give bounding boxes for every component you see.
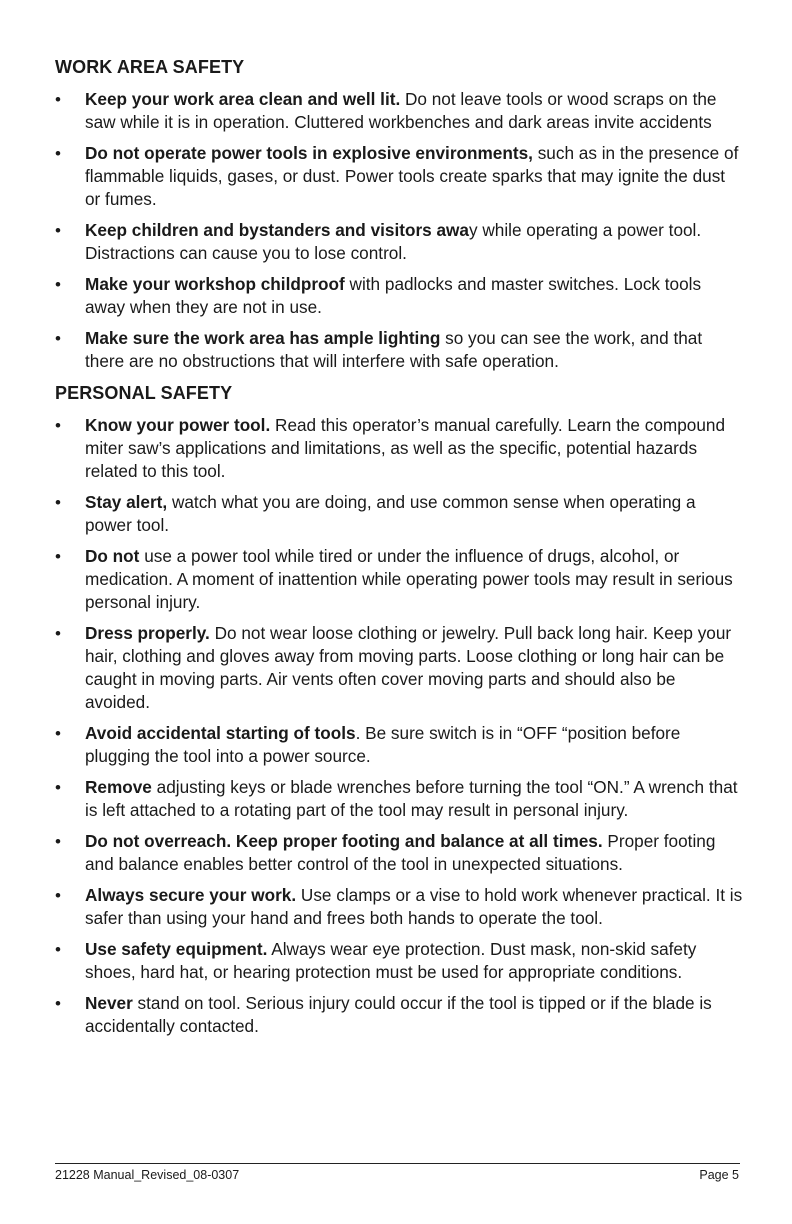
item-text: Proper footing and balance enables better control of the tool in unexpected situations. — [85, 831, 716, 874]
item-text: so you can see the work, and that there are no obstructions that will interfere with safe operation. — [85, 328, 703, 371]
bullet-icon: • — [55, 90, 61, 109]
list-item — [55, 830, 743, 876]
list-item — [55, 622, 743, 714]
item-text: Do not leave tools or wood scraps on the saw while it is in operation. Cluttered workbenches and dark areas invite accidents — [85, 89, 717, 132]
list-item — [55, 414, 743, 483]
item-text: . Be sure switch is in “OFF “position before plugging the tool into a power source. — [85, 723, 681, 766]
list-item — [55, 884, 743, 930]
list-item — [55, 722, 743, 768]
bullet-icon: • — [55, 221, 61, 240]
item-lead: Do not operate power tools in explosive environments, — [85, 143, 533, 163]
bullet-icon: • — [55, 493, 61, 512]
list-item — [55, 327, 743, 373]
list-item — [55, 219, 743, 265]
item-text: use a power tool while tired or under the influence of drugs, alcohol, or medication. A moment of inattention while operating power tools may result in serious personal injury. — [85, 546, 733, 612]
item-lead: Keep your work area clean and well lit. — [85, 89, 401, 109]
footer-divider — [55, 1163, 740, 1164]
list-item — [55, 142, 743, 211]
bullet-icon: • — [55, 832, 61, 851]
bullet-icon: • — [55, 624, 61, 643]
bullet-icon: • — [55, 724, 61, 743]
footer-page-number: Page 5 — [699, 1168, 739, 1182]
list-item — [55, 545, 743, 614]
footer-document-id: 21228 Manual_Revised_08-0307 — [55, 1168, 240, 1182]
item-text: Read this operator’s manual carefully. Learn the compound miter saw’s applications and limitations, as well as the specific, potential hazards related to this tool. — [85, 415, 726, 481]
personal-safety-heading: PERSONAL SAFETY — [55, 383, 233, 403]
item-text: Use clamps or a vise to hold work whenever practical. It is safer than using your hand and frees both hands to operate the tool. — [85, 885, 743, 928]
item-text: adjusting keys or blade wrenches before turning the tool “ON.” A wrench that is left attached to a rotating part of the tool may result in personal injury. — [85, 777, 738, 820]
work-area-safety-heading: WORK AREA SAFETY — [55, 57, 245, 77]
item-text: Always wear eye protection. Dust mask, non-skid safety shoes, hard hat, or hearing protection must be used for appropriate conditions. — [85, 939, 697, 982]
item-lead: Always secure your work. — [85, 885, 297, 905]
item-lead: Make your workshop childproof — [85, 274, 345, 294]
item-lead: Use safety equipment. — [85, 939, 268, 959]
item-lead: Do not overreach. Keep proper footing and balance at all times. — [85, 831, 603, 851]
item-lead: Do not — [85, 546, 140, 566]
item-lead: Never — [85, 993, 133, 1013]
item-text: watch what you are doing, and use common sense when operating a power tool. — [85, 492, 696, 535]
list-item — [55, 273, 743, 319]
bullet-icon: • — [55, 886, 61, 905]
bullet-icon: • — [55, 940, 61, 959]
item-text: stand on tool. Serious injury could occur if the tool is tipped or if the blade is accidentally contacted. — [85, 993, 712, 1036]
item-lead: Know your power tool. — [85, 415, 271, 435]
page-content — [55, 56, 743, 1046]
item-lead: Make sure the work area has ample lighting — [85, 328, 441, 348]
item-lead: Keep children and bystanders and visitors awa — [85, 220, 469, 240]
bullet-icon: • — [55, 416, 61, 435]
bullet-icon: • — [55, 329, 61, 348]
item-lead: Remove — [85, 777, 152, 797]
list-item — [55, 938, 743, 984]
bullet-icon: • — [55, 994, 61, 1013]
item-text: such as in the presence of flammable liquids, gases, or dust. Power tools create sparks that may ignite the dust or fumes. — [85, 143, 739, 209]
list-item — [55, 491, 743, 537]
work-area-safety-list — [55, 88, 743, 373]
item-text: y while operating a power tool. Distractions can cause you to lose control. — [85, 220, 702, 263]
bullet-icon: • — [55, 275, 61, 294]
item-lead: Stay alert, — [85, 492, 168, 512]
item-text: Do not wear loose clothing or jewelry. Pull back long hair. Keep your hair, clothing and gloves away from moving parts. Loose clothing or long hair can be caught in moving parts. Air vents often cover moving parts and should also be avoided. — [85, 623, 732, 712]
bullet-icon: • — [55, 778, 61, 797]
bullet-icon: • — [55, 547, 61, 566]
item-lead: Avoid accidental starting of tools — [85, 723, 356, 743]
item-lead: Dress properly. — [85, 623, 210, 643]
item-text: with padlocks and master switches. Lock tools away when they are not in use. — [85, 274, 702, 317]
list-item — [55, 88, 743, 134]
bullet-icon: • — [55, 144, 61, 163]
list-item — [55, 992, 743, 1038]
personal-safety-list — [55, 414, 743, 1038]
list-item — [55, 776, 743, 822]
